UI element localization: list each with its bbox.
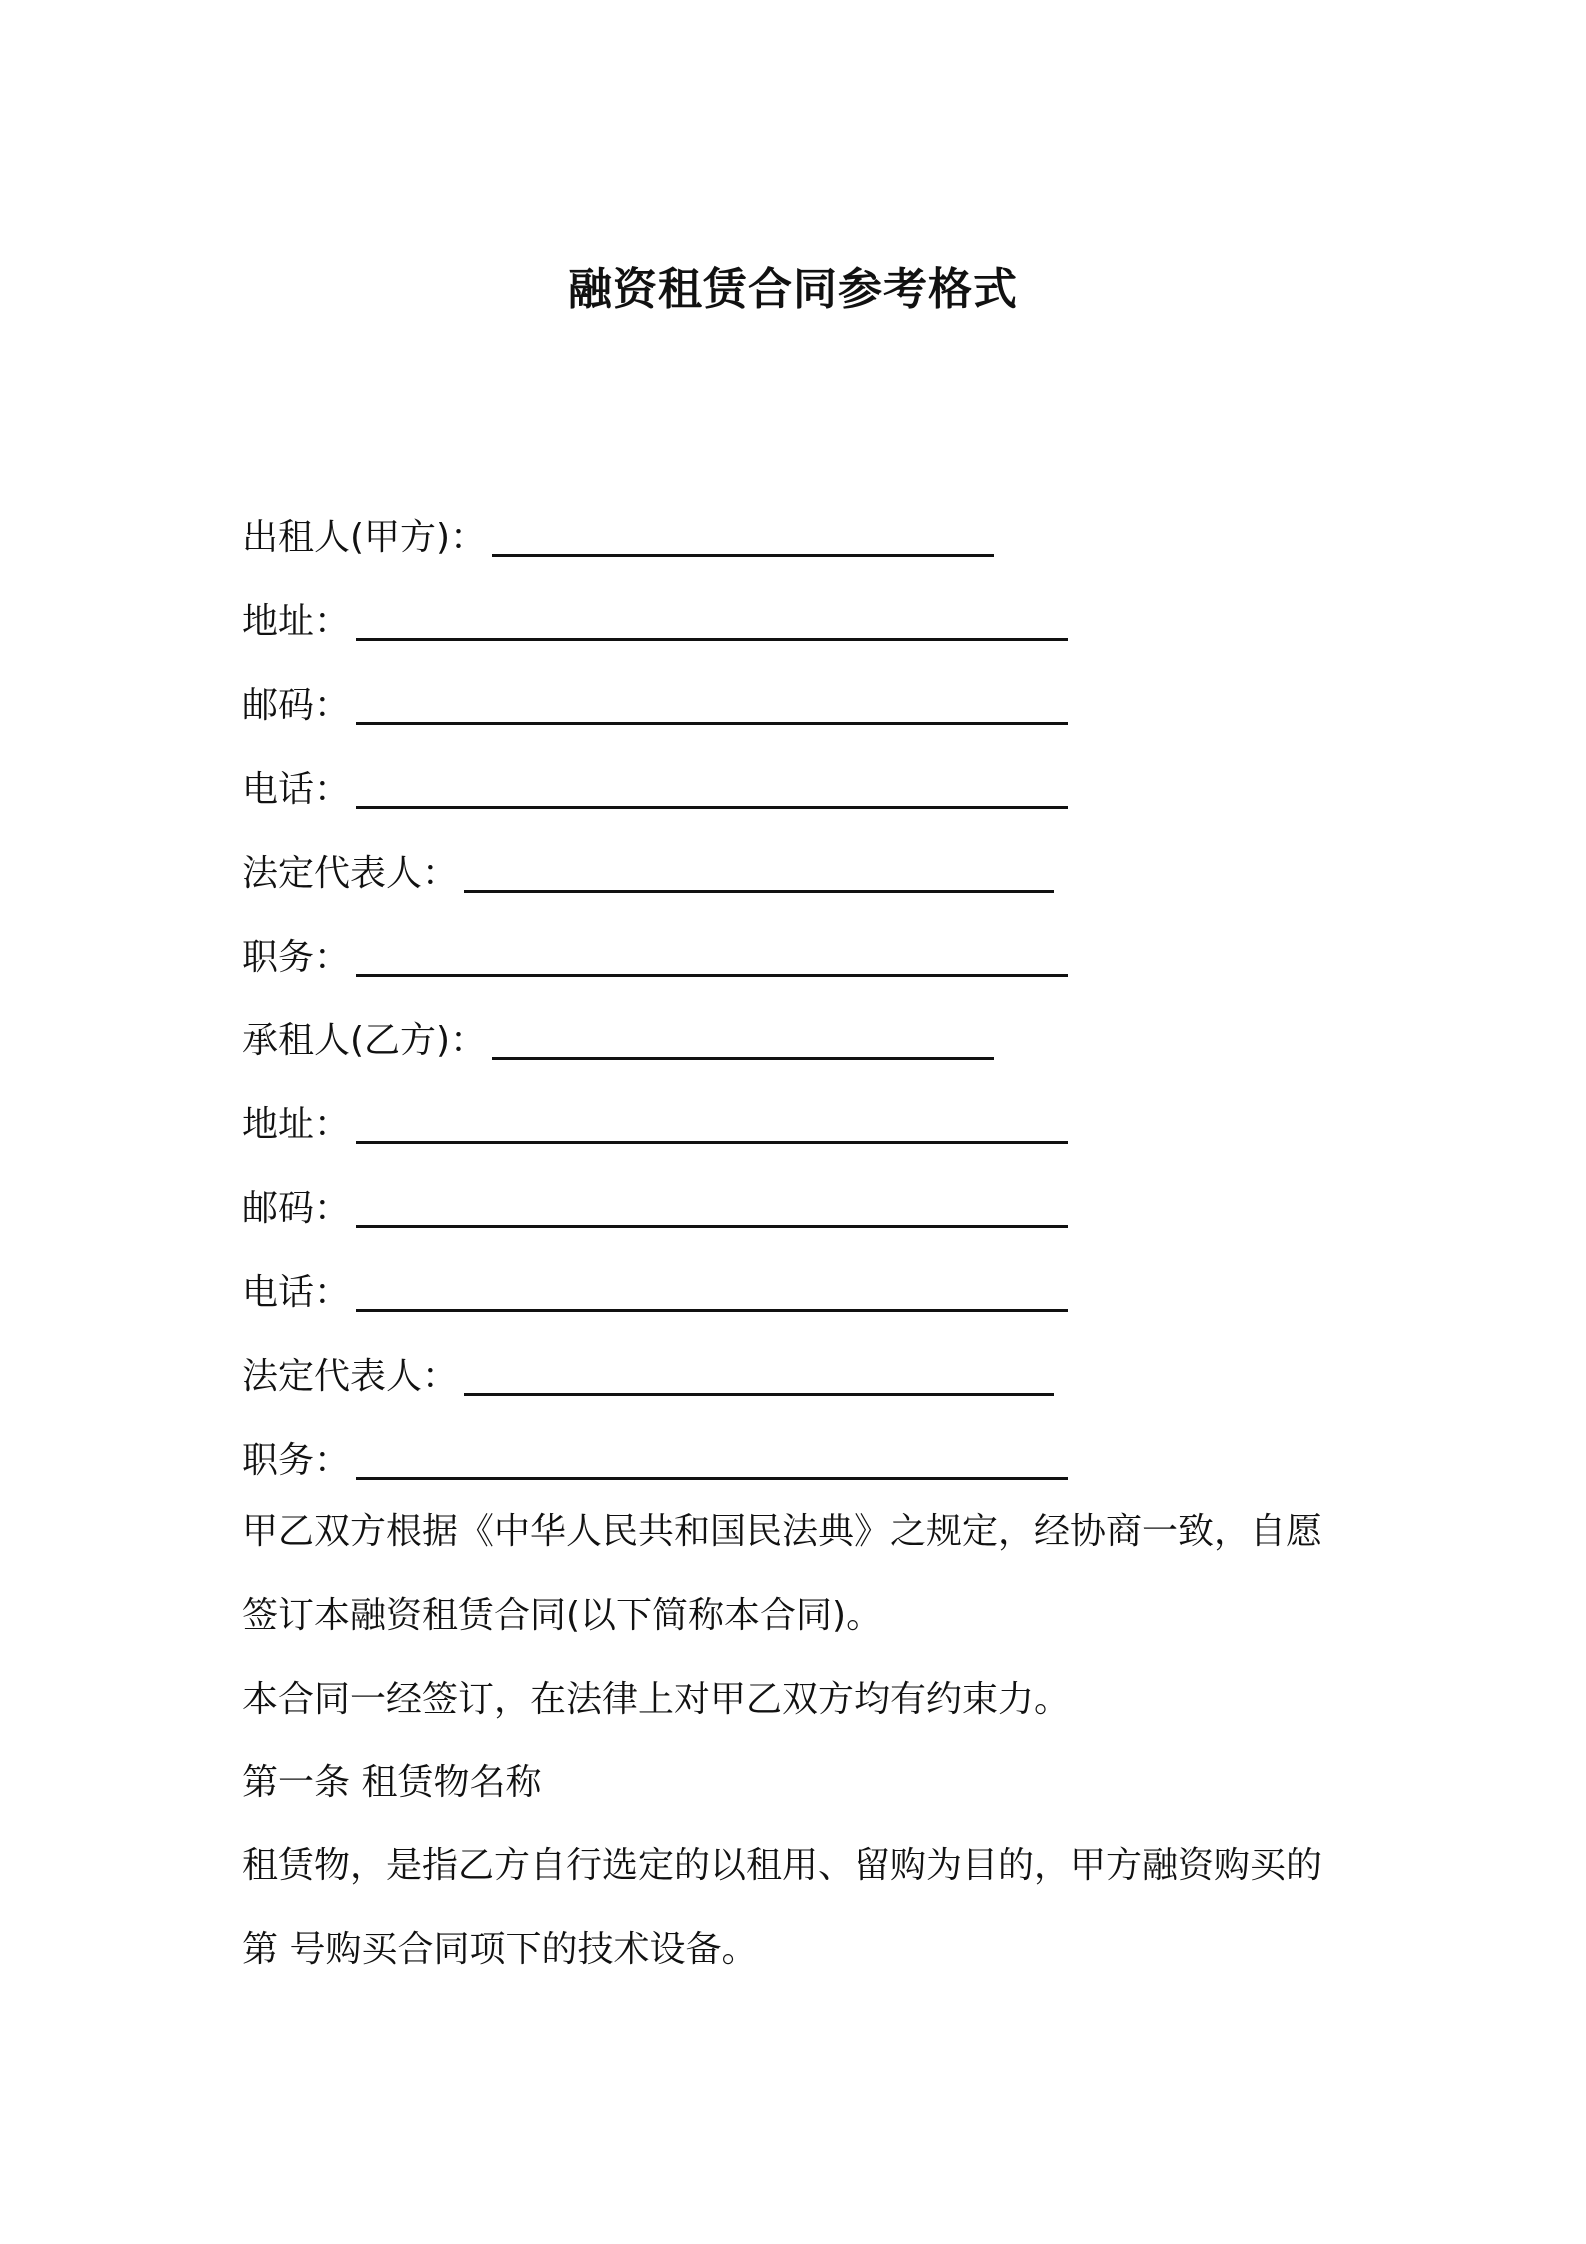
lessee-legal-rep-blank[interactable]: [464, 1357, 1054, 1396]
lessor-position-blank[interactable]: [356, 938, 1068, 977]
lessee-phone-blank[interactable]: [356, 1273, 1068, 1312]
article-1-text-line-1: 租赁物，是指乙方自行选定的以租用、留购为目的，甲方融资购买的: [242, 1845, 1323, 1886]
lessor-party-blank[interactable]: [492, 518, 994, 557]
lessor-phone-field: [242, 762, 1068, 815]
lessee-position-blank[interactable]: [356, 1441, 1068, 1480]
lessor-position-field: [242, 930, 1068, 983]
lessee-address-blank[interactable]: [356, 1105, 1068, 1144]
lessee-postcode-label: 邮码：: [242, 1188, 351, 1229]
lessee-legal-rep-label: 法定代表人：: [242, 1356, 459, 1397]
lessor-legal-rep-field: [242, 846, 1054, 899]
article-1-heading: 第一条 租赁物名称: [242, 1762, 542, 1803]
lessee-position-field: [242, 1433, 1068, 1486]
lessee-phone-field: [242, 1265, 1068, 1318]
binding-statement: 本合同一经签订，在法律上对甲乙双方均有约束力。: [242, 1679, 1071, 1720]
lessor-address-blank[interactable]: [356, 602, 1068, 641]
lessor-phone-label: 电话：: [242, 769, 351, 810]
lessee-address-field: [242, 1097, 1068, 1150]
lessee-postcode-field: [242, 1181, 1068, 1234]
lessor-postcode-label: 邮码：: [242, 685, 351, 726]
lessee-postcode-blank[interactable]: [356, 1189, 1068, 1228]
lessor-party-label: 出租人(甲方)：: [242, 517, 487, 558]
lessee-party-blank[interactable]: [492, 1021, 994, 1060]
document-title: 融资租赁合同参考格式: [568, 264, 1018, 315]
lessee-position-label: 职务：: [242, 1440, 351, 1481]
intro-paragraph-line-2: 签订本融资租赁合同(以下简称本合同)。: [242, 1595, 883, 1636]
lessee-party-field: [242, 1013, 994, 1066]
intro-paragraph-line-1: 甲乙双方根据《中华人民共和国民法典》之规定，经协商一致，自愿: [242, 1511, 1323, 1552]
lessee-phone-label: 电话：: [242, 1272, 351, 1313]
lessor-legal-rep-label: 法定代表人：: [242, 853, 459, 894]
lessee-legal-rep-field: [242, 1349, 1054, 1402]
lessor-position-label: 职务：: [242, 937, 351, 978]
lessee-party-label: 承租人(乙方)：: [242, 1020, 487, 1061]
lessor-postcode-blank[interactable]: [356, 686, 1068, 725]
lessor-address-label: 地址：: [242, 601, 351, 642]
lessor-address-field: [242, 594, 1068, 647]
lessor-postcode-field: [242, 678, 1068, 731]
lessor-phone-blank[interactable]: [356, 770, 1068, 809]
lessor-legal-rep-blank[interactable]: [464, 854, 1054, 893]
lessee-address-label: 地址：: [242, 1104, 351, 1145]
lessor-party-field: [242, 510, 994, 563]
article-1-text-line-2: 第 号购买合同项下的技术设备。: [242, 1929, 758, 1970]
